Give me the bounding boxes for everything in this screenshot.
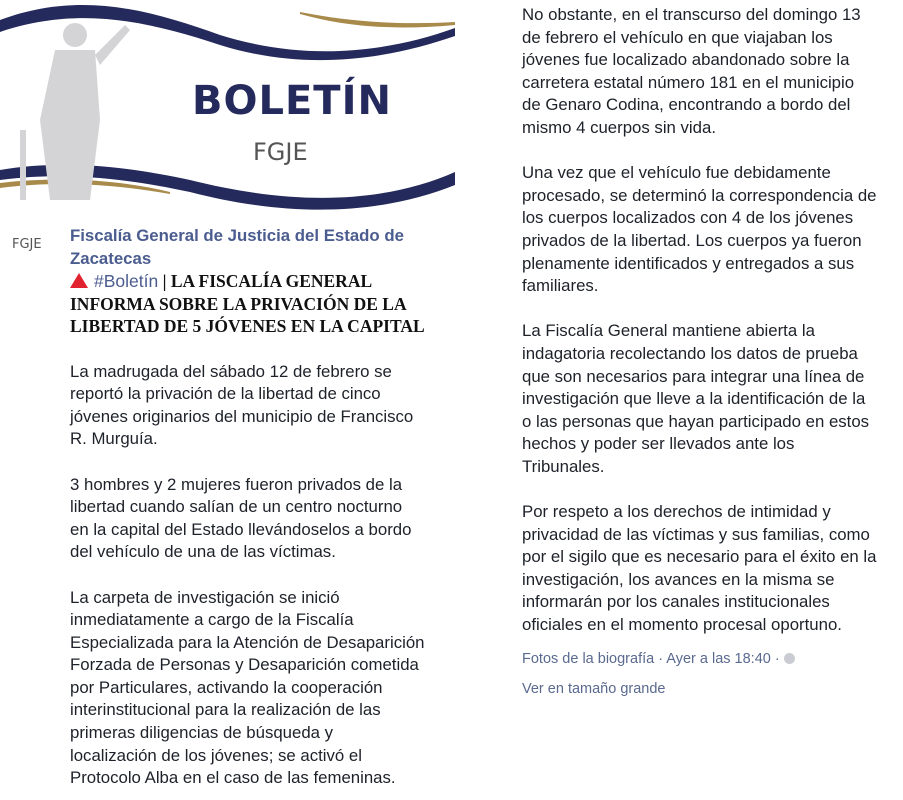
paragraph-line: localización de los jóvenes; se activó el: [70, 745, 362, 765]
dot-separator: ·: [770, 651, 784, 667]
view-full-size-link[interactable]: Ver en tamaño grande: [522, 681, 666, 697]
paragraph-line: Protocolo Alba en el caso de las femeninas.: [70, 768, 396, 788]
paragraph-line: Tribunales.: [522, 456, 605, 476]
paragraph-line: reportó la privación de la libertad de cinco: [70, 384, 381, 404]
paragraph-line: los cuerpos localizados con 4 de los jóvenes: [522, 208, 854, 228]
paragraph-line: libertad cuando salían de un centro nocturno: [70, 497, 403, 517]
paragraph-line: carretera estatal número 181 en el municipio: [522, 72, 855, 92]
post-body-right: [522, 4, 902, 637]
boletin-banner-image: [0, 0, 455, 215]
timestamp[interactable]: Ayer a las 18:40: [666, 651, 771, 667]
paragraph-line: La carpeta de investigación se inició: [70, 587, 340, 607]
paragraph-line: R. Murguía.: [70, 429, 158, 449]
paragraph: [70, 361, 460, 451]
dot-separator: ·: [654, 651, 667, 667]
paragraph: [522, 4, 902, 140]
paragraph-line: privacidad de las víctimas y sus familias, como: [522, 524, 870, 544]
paragraph-line: privados de la libertad. Los cuerpos ya fueron: [522, 230, 862, 250]
post-author-link[interactable]: [70, 225, 460, 270]
paragraph-line: interinstitucional para la realización de las: [70, 700, 381, 720]
post-body-left: [70, 361, 460, 790]
paragraph-line: inmediatamente a cargo de la Fiscalía: [70, 610, 354, 630]
paragraph-line: La madrugada del sábado 12 de febrero se: [70, 361, 392, 381]
paragraph-line: por el sigilo que es necesario para el éxito en la: [522, 547, 877, 567]
paragraph-line: Especializada para la Atención de Desaparición: [70, 632, 425, 652]
paragraph-line: investigación que lleve a la identificación de la: [522, 389, 866, 409]
paragraph-line: 3 hombres y 2 mujeres fueron privados de la: [70, 474, 403, 494]
paragraph-line: jóvenes originarios del municipio de Francisco: [70, 406, 414, 426]
paragraph-line: No obstante, en el transcurso del domingo 13: [522, 5, 861, 24]
paragraph-line: Por respeto a los derechos de intimidad y: [522, 502, 831, 522]
hashtag-link[interactable]: #Boletín: [94, 271, 159, 292]
paragraph: [70, 474, 460, 564]
post-meta: [522, 651, 795, 667]
paragraph-line: del vehículo de una de las víctimas.: [70, 542, 336, 562]
headline-line: INFORMA SOBRE LA PRIVACIÓN DE LA: [70, 293, 407, 314]
paragraph-line: oficiales en el momento procesal oportuno.: [522, 615, 842, 635]
red-triangle-icon: [70, 273, 88, 288]
paragraph-line: en la capital del Estado llevándoselos a bordo: [70, 519, 412, 539]
paragraph: [70, 587, 460, 790]
paragraph-line: o las personas que hayan participado en estos: [522, 411, 870, 431]
headline-line: LA FISCALÍA GENERAL: [170, 271, 373, 292]
paragraph: [522, 501, 902, 637]
post-headline: [70, 270, 460, 338]
paragraph-line: mismo 4 cuerpos sin vida.: [522, 117, 716, 137]
album-link[interactable]: Fotos de la biografía: [522, 651, 655, 667]
author-line: Fiscalía General de Justicia del Estado de: [70, 226, 404, 245]
separator: |: [158, 271, 171, 292]
paragraph: [522, 320, 902, 478]
paragraph-line: jóvenes fue localizado abandonado sobre la: [522, 50, 850, 70]
paragraph-line: de febrero el vehículo en que viajaban los: [522, 27, 833, 47]
author-line: Zacatecas: [70, 248, 152, 268]
paragraph-line: procesado, se determinó la correspondencia de: [522, 185, 877, 205]
paragraph-line: primeras diligencias de búsqueda y: [70, 723, 334, 743]
globe-icon: [784, 653, 795, 664]
headline-line: LIBERTAD DE 5 JÓVENES EN LA CAPITAL: [70, 316, 425, 337]
paragraph-line: por Particulares, activando la cooperación: [70, 677, 383, 697]
paragraph-line: que son necesarios para integrar una línea de: [522, 366, 865, 386]
paragraph-line: Una vez que el vehículo fue debidamente: [522, 163, 831, 183]
paragraph-line: plenamente identificados y entregados a sus: [522, 253, 855, 273]
paragraph-line: de Genaro Codina, encontrando a bordo del: [522, 95, 851, 115]
paragraph-line: informarán por los canales institucionales: [522, 592, 830, 612]
paragraph-line: Forzada de Personas y Desaparición cometida: [70, 655, 419, 675]
fgje-logo: FGJE: [253, 138, 308, 166]
banner-title: BOLETÍN: [192, 78, 392, 124]
paragraph-line: investigación, los avances en la misma se: [522, 569, 835, 589]
paragraph-line: familiares.: [522, 276, 599, 296]
page-avatar[interactable]: FGJE: [12, 237, 42, 252]
paragraph-line: La Fiscalía General mantiene abierta la: [522, 321, 815, 341]
paragraph-line: indagatoria recolectando los datos de prueba: [522, 343, 858, 363]
paragraph-line: hechos y poder ser llevados ante los: [522, 434, 795, 454]
paragraph: [522, 162, 902, 298]
